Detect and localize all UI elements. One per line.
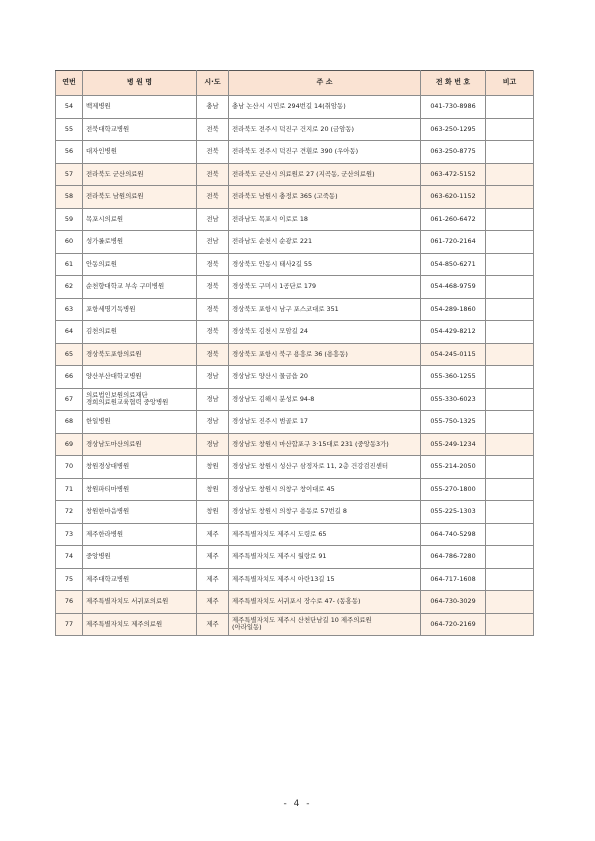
cell-row-number: 65 <box>56 343 83 366</box>
cell-region: 창원 <box>197 456 229 479</box>
cell-phone-number: 064-720-2169 <box>421 613 486 636</box>
cell-note <box>486 456 534 479</box>
table-row <box>56 321 534 344</box>
cell-phone-number: 055-270-1800 <box>421 478 486 501</box>
cell-hospital-name: 제주한라병원 <box>83 523 197 546</box>
cell-phone-number: 054-850-6271 <box>421 253 486 276</box>
cell-region: 제주 <box>197 568 229 591</box>
cell-hospital-name: 제주특별자치도 서귀포의료원 <box>83 591 197 614</box>
cell-phone-number: 055-214-2050 <box>421 456 486 479</box>
table-header-row <box>56 71 534 96</box>
table-row <box>56 163 534 186</box>
cell-row-number: 55 <box>56 118 83 141</box>
cell-row-number: 63 <box>56 298 83 321</box>
cell-address: 경상남도 양산시 물금읍 20 <box>229 366 421 389</box>
table-row <box>56 388 534 411</box>
cell-address: 경상북도 안동시 태사2길 55 <box>229 253 421 276</box>
table-row <box>56 343 534 366</box>
cell-region: 경북 <box>197 343 229 366</box>
cell-note <box>486 343 534 366</box>
cell-region: 창원 <box>197 478 229 501</box>
cell-hospital-name: 창원파티마병원 <box>83 478 197 501</box>
cell-note <box>486 163 534 186</box>
cell-phone-number: 055-249-1234 <box>421 433 486 456</box>
cell-note <box>486 186 534 209</box>
cell-address: 경상남도 김해시 분성로 94-8 <box>229 388 421 411</box>
cell-address: 경상북도 포항시 북구 용흥로 36 (용흥동) <box>229 343 421 366</box>
table-row <box>56 141 534 164</box>
cell-address: 경상북도 김천시 모암길 24 <box>229 321 421 344</box>
cell-address: 경상남도 창원시 마산합포구 3·15대로 231 (중앙동3가) <box>229 433 421 456</box>
cell-hospital-name: 창원한마음병원 <box>83 501 197 524</box>
header-note: 비고 <box>486 71 534 96</box>
cell-address: 경상남도 창원시 의창구 용동로 57번길 8 <box>229 501 421 524</box>
cell-address: 전라북도 전주시 덕진구 견훤로 390 (우아동) <box>229 141 421 164</box>
cell-row-number: 58 <box>56 186 83 209</box>
cell-row-number: 70 <box>56 456 83 479</box>
table-row <box>56 276 534 299</box>
cell-note <box>486 546 534 569</box>
cell-phone-number: 061-720-2164 <box>421 231 486 254</box>
cell-note <box>486 523 534 546</box>
cell-phone-number: 063-250-1295 <box>421 118 486 141</box>
cell-phone-number: 055-750-1325 <box>421 411 486 434</box>
cell-phone-number: 054-429-8212 <box>421 321 486 344</box>
cell-note <box>486 478 534 501</box>
cell-phone-number: 061-260-6472 <box>421 208 486 231</box>
cell-address: 경상북도 포항시 남구 포스코대로 351 <box>229 298 421 321</box>
cell-address: 제주특별자치도 제주시 아란13길 15 <box>229 568 421 591</box>
cell-row-number: 57 <box>56 163 83 186</box>
cell-hospital-name: 대자인병원 <box>83 141 197 164</box>
cell-note <box>486 321 534 344</box>
table-row <box>56 411 534 434</box>
cell-address: 경상북도 구미시 1공단로 179 <box>229 276 421 299</box>
cell-phone-number: 063-250-8775 <box>421 141 486 164</box>
cell-region: 전북 <box>197 163 229 186</box>
cell-phone-number: 054-289-1860 <box>421 298 486 321</box>
cell-phone-number: 041-730-8986 <box>421 96 486 119</box>
table-row <box>56 523 534 546</box>
cell-phone-number: 054-468-9759 <box>421 276 486 299</box>
cell-phone-number: 055-330-6023 <box>421 388 486 411</box>
cell-hospital-name: 전라북도 군산의료원 <box>83 163 197 186</box>
cell-row-number: 56 <box>56 141 83 164</box>
cell-note <box>486 118 534 141</box>
cell-hospital-name: 중앙병원 <box>83 546 197 569</box>
cell-hospital-name: 경상남도마산의료원 <box>83 433 197 456</box>
cell-region: 경남 <box>197 388 229 411</box>
cell-region: 전북 <box>197 118 229 141</box>
page-number: - 4 - <box>283 799 312 809</box>
cell-row-number: 72 <box>56 501 83 524</box>
cell-region: 제주 <box>197 591 229 614</box>
cell-row-number: 62 <box>56 276 83 299</box>
cell-region: 제주 <box>197 523 229 546</box>
cell-address: 경상남도 창원시 의창구 창이대로 45 <box>229 478 421 501</box>
cell-region: 경북 <box>197 276 229 299</box>
cell-hospital-name: 목포시의료원 <box>83 208 197 231</box>
cell-row-number: 54 <box>56 96 83 119</box>
cell-hospital-name: 제주특별자치도 제주의료원 <box>83 613 197 636</box>
cell-phone-number: 055-360-1255 <box>421 366 486 389</box>
table-row <box>56 433 534 456</box>
cell-region: 경북 <box>197 253 229 276</box>
cell-hospital-name: 양산부산대학교병원 <box>83 366 197 389</box>
cell-note <box>486 591 534 614</box>
cell-region: 전남 <box>197 231 229 254</box>
cell-hospital-name: 성가롤로병원 <box>83 231 197 254</box>
cell-hospital-name: 경상북도포항의료원 <box>83 343 197 366</box>
cell-row-number: 71 <box>56 478 83 501</box>
cell-address: 전라남도 순천시 순광로 221 <box>229 231 421 254</box>
cell-row-number: 61 <box>56 253 83 276</box>
cell-note <box>486 96 534 119</box>
cell-row-number: 64 <box>56 321 83 344</box>
table-row <box>56 456 534 479</box>
cell-hospital-name: 순천향대학교 부속 구미병원 <box>83 276 197 299</box>
cell-note <box>486 253 534 276</box>
cell-region: 경북 <box>197 321 229 344</box>
cell-address: 제주특별자치도 제주시 도령로 65 <box>229 523 421 546</box>
cell-note <box>486 568 534 591</box>
cell-phone-number: 054-245-0115 <box>421 343 486 366</box>
cell-phone-number: 063-472-5152 <box>421 163 486 186</box>
cell-hospital-name: 제주대학교병원 <box>83 568 197 591</box>
cell-hospital-name: 안동의료원 <box>83 253 197 276</box>
cell-region: 경남 <box>197 411 229 434</box>
table-row <box>56 591 534 614</box>
cell-hospital-name: 김천의료원 <box>83 321 197 344</box>
cell-region: 경북 <box>197 298 229 321</box>
cell-row-number: 67 <box>56 388 83 411</box>
cell-note <box>486 231 534 254</box>
table-row <box>56 613 534 636</box>
cell-row-number: 74 <box>56 546 83 569</box>
cell-hospital-name: 전북대학교병원 <box>83 118 197 141</box>
cell-row-number: 76 <box>56 591 83 614</box>
cell-address: 충남 논산시 시민로 294번길 14(취암동) <box>229 96 421 119</box>
cell-region: 창원 <box>197 501 229 524</box>
cell-region: 충남 <box>197 96 229 119</box>
cell-row-number: 60 <box>56 231 83 254</box>
cell-address: 제주특별자치도 제주시 월랑로 91 <box>229 546 421 569</box>
table-row <box>56 478 534 501</box>
table-row <box>56 501 534 524</box>
cell-note <box>486 613 534 636</box>
cell-hospital-name: 의료법인보원의료재단 경희의료원교육협력 중앙병원 <box>83 388 197 411</box>
cell-region: 제주 <box>197 613 229 636</box>
cell-row-number: 68 <box>56 411 83 434</box>
cell-note <box>486 208 534 231</box>
cell-region: 경남 <box>197 433 229 456</box>
cell-note <box>486 141 534 164</box>
cell-note <box>486 501 534 524</box>
table-row <box>56 96 534 119</box>
cell-row-number: 66 <box>56 366 83 389</box>
table-row <box>56 186 534 209</box>
cell-note <box>486 366 534 389</box>
cell-note <box>486 276 534 299</box>
header-region: 시·도 <box>197 71 229 96</box>
cell-address: 경상남도 진주시 범골로 17 <box>229 411 421 434</box>
cell-row-number: 75 <box>56 568 83 591</box>
cell-hospital-name: 창원경상대병원 <box>83 456 197 479</box>
cell-address: 제주특별자치도 제주시 산천단남길 10 제주의료원 (아라일동) <box>229 613 421 636</box>
table-body <box>56 96 534 636</box>
cell-region: 전북 <box>197 141 229 164</box>
cell-region: 제주 <box>197 546 229 569</box>
cell-phone-number: 064-730-3029 <box>421 591 486 614</box>
cell-hospital-name: 한일병원 <box>83 411 197 434</box>
cell-region: 전북 <box>197 186 229 209</box>
header-address: 주 소 <box>229 71 421 96</box>
cell-hospital-name: 전라북도 남원의료원 <box>83 186 197 209</box>
cell-phone-number: 064-786-7280 <box>421 546 486 569</box>
cell-address: 전라북도 군산시 의료원로 27 (지곡동, 군산의료원) <box>229 163 421 186</box>
table-row <box>56 118 534 141</box>
cell-note <box>486 433 534 456</box>
table-row <box>56 208 534 231</box>
cell-hospital-name: 백제병원 <box>83 96 197 119</box>
cell-phone-number: 055-225-1303 <box>421 501 486 524</box>
cell-note <box>486 298 534 321</box>
cell-address: 전라남도 목포시 이로로 18 <box>229 208 421 231</box>
header-phone: 전 화 번 호 <box>421 71 486 96</box>
cell-region: 경남 <box>197 366 229 389</box>
hospital-table <box>55 70 534 636</box>
cell-address: 경상남도 창원시 성산구 삼정자로 11, 2층 건강검진센터 <box>229 456 421 479</box>
cell-phone-number: 064-740-5298 <box>421 523 486 546</box>
cell-phone-number: 063-620-1152 <box>421 186 486 209</box>
header-no: 연번 <box>56 71 83 96</box>
cell-row-number: 59 <box>56 208 83 231</box>
cell-address: 제주특별자치도 서귀포시 장수로 47- (동홍동) <box>229 591 421 614</box>
cell-region: 전남 <box>197 208 229 231</box>
cell-row-number: 73 <box>56 523 83 546</box>
table-row <box>56 366 534 389</box>
cell-note <box>486 411 534 434</box>
cell-row-number: 69 <box>56 433 83 456</box>
cell-address: 전라북도 전주시 덕진구 건지로 20 (금암동) <box>229 118 421 141</box>
header-hospital-name: 병 원 명 <box>83 71 197 96</box>
cell-phone-number: 064-717-1608 <box>421 568 486 591</box>
table-row <box>56 546 534 569</box>
table-row <box>56 231 534 254</box>
cell-address: 전라북도 남원시 충정로 365 (고죽동) <box>229 186 421 209</box>
table-row <box>56 568 534 591</box>
table-row <box>56 298 534 321</box>
cell-hospital-name: 포항세명기독병원 <box>83 298 197 321</box>
cell-row-number: 77 <box>56 613 83 636</box>
table-row <box>56 253 534 276</box>
cell-note <box>486 388 534 411</box>
